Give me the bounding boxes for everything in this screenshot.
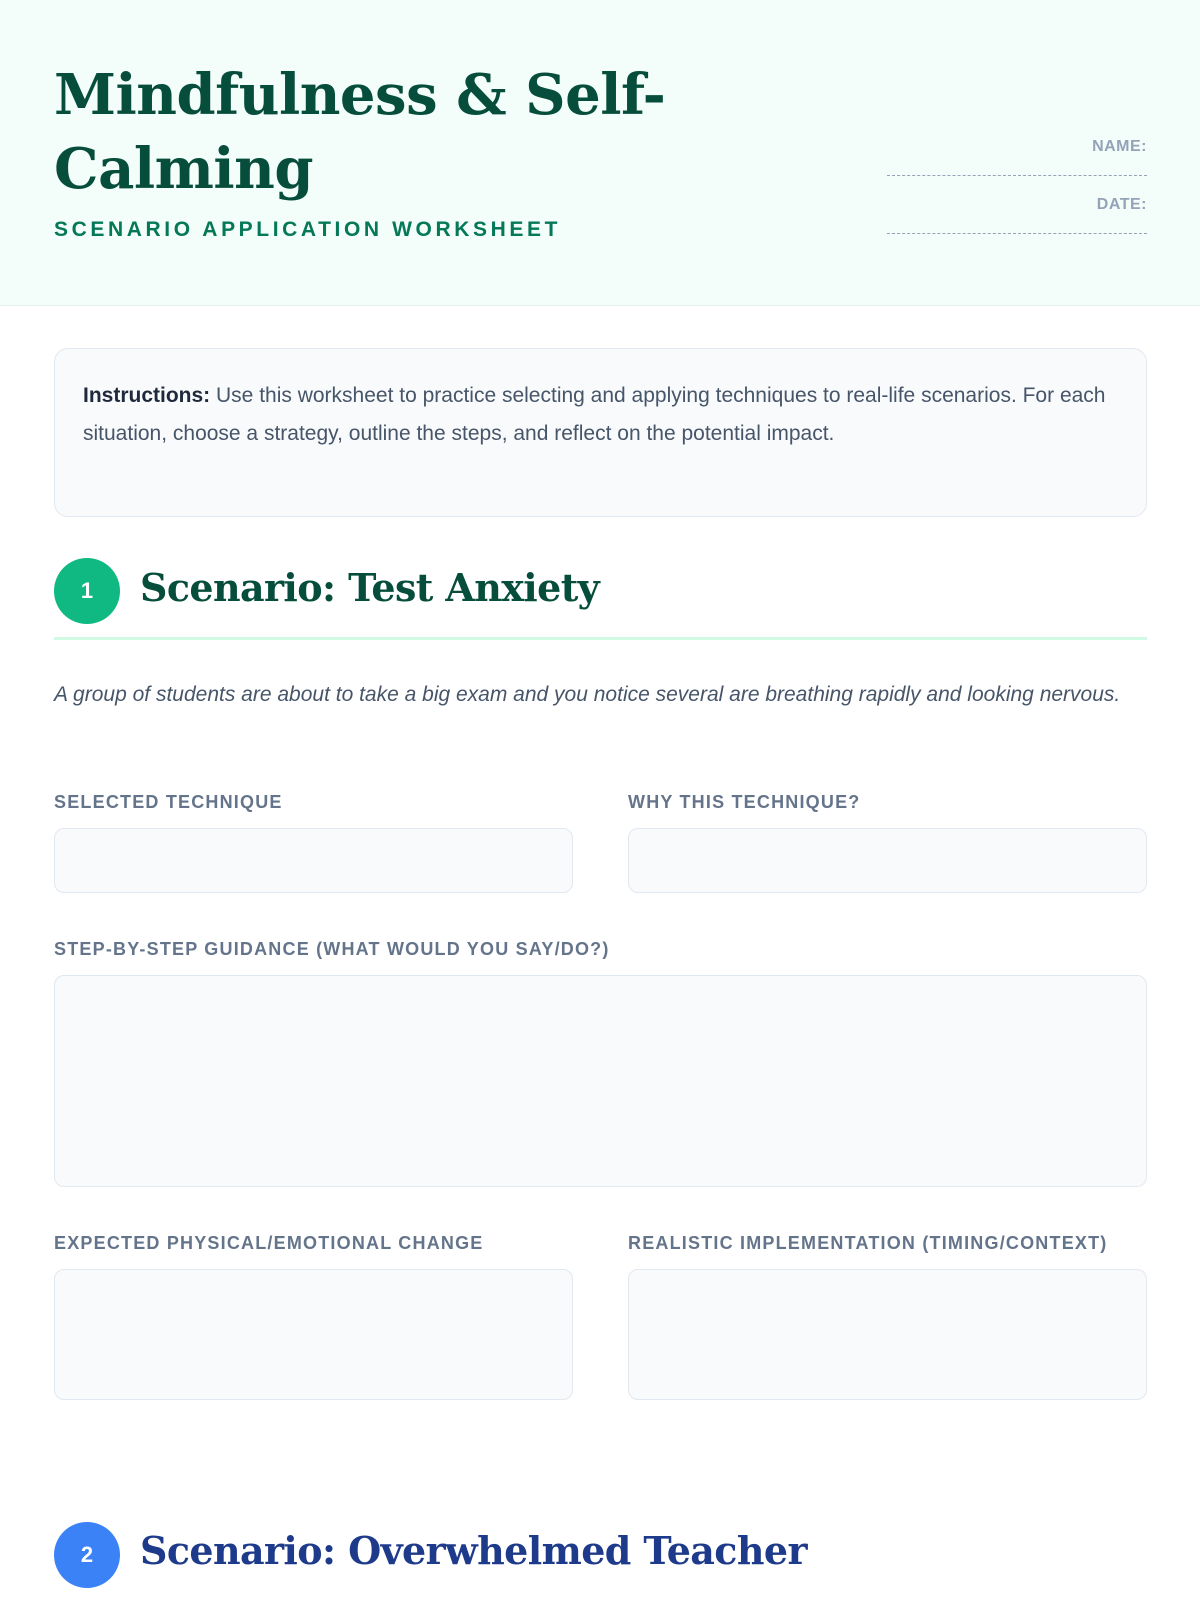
selected-technique-label: SELECTED TECHNIQUE	[54, 792, 283, 812]
page-subtitle: SCENARIO APPLICATION WORKSHEET	[54, 218, 562, 241]
selected-technique-field[interactable]	[54, 828, 573, 893]
name-date-block	[887, 138, 1147, 254]
implementation-label: REALISTIC IMPLEMENTATION (TIMING/CONTEXT)	[628, 1233, 1108, 1253]
implementation-field[interactable]	[628, 1269, 1147, 1400]
scenario-title: Scenario: Overwhelmed Teacher	[140, 1528, 807, 1573]
expected-change-label: EXPECTED PHYSICAL/EMOTIONAL CHANGE	[54, 1233, 484, 1253]
instructions-lead: Instructions:	[83, 384, 211, 407]
instructions-box	[54, 348, 1147, 517]
why-technique-field[interactable]	[628, 828, 1147, 893]
step-guidance-label: STEP-BY-STEP GUIDANCE (WHAT WOULD YOU SAY/DO?)	[54, 939, 610, 959]
worksheet-header	[0, 0, 1200, 306]
scenario-divider	[54, 637, 1147, 640]
why-technique-label: WHY THIS TECHNIQUE?	[628, 792, 861, 812]
name-line[interactable]	[887, 156, 1147, 176]
step-guidance-field[interactable]	[54, 975, 1147, 1187]
page-title: Mindfulness & Self-Calming	[54, 62, 666, 202]
scenario-number-badge: 1	[54, 558, 120, 624]
date-label: DATE:	[1096, 196, 1147, 213]
name-label: NAME:	[1092, 138, 1147, 155]
expected-change-field[interactable]	[54, 1269, 573, 1400]
scenario-number-badge: 2	[54, 1522, 120, 1588]
instructions-text: Use this worksheet to practice selecting and applying techniques to real-life scenarios. For each situation, choose a strategy, outline the steps, and reflect on the potential impact.	[83, 384, 1106, 445]
date-line[interactable]	[887, 214, 1147, 234]
scenario-title: Scenario: Test Anxiety	[140, 565, 600, 610]
scenario-description: A group of students are about to take a big exam and you notice several are breathing rapidly and looking nervous.	[54, 683, 1121, 706]
